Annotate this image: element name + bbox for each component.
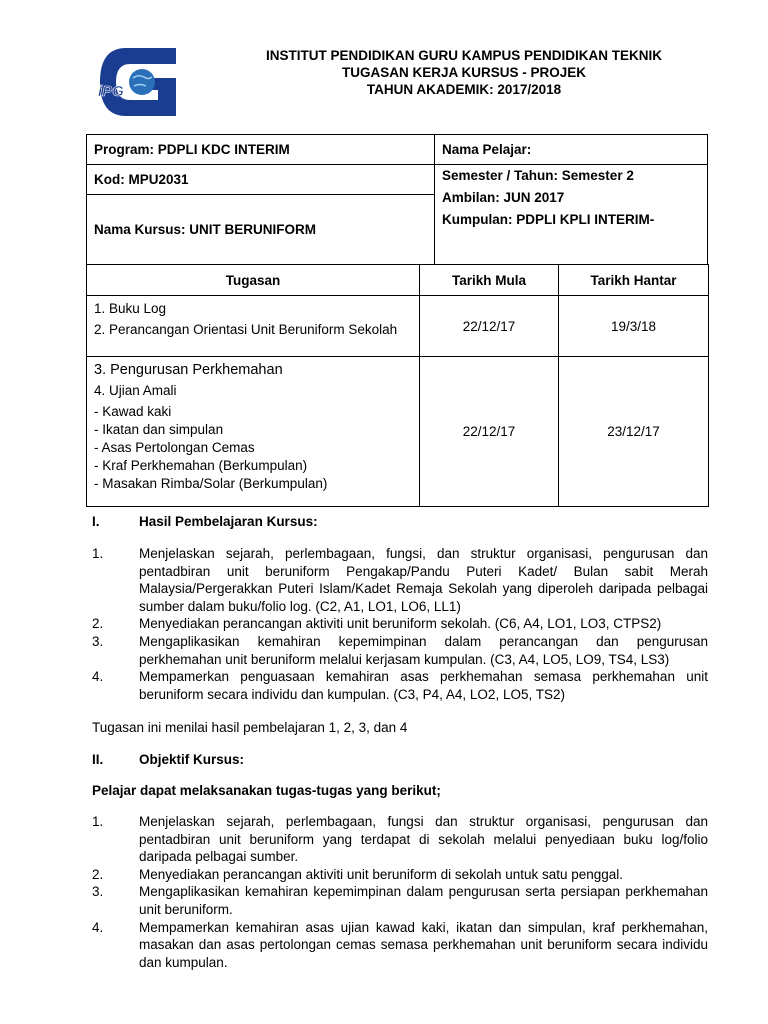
item-number: 1. (92, 546, 104, 561)
item-text: Mengaplikasikan kemahiran kepemimpinan dalam perancangan dan pengurusan perkhemahan unit beruniform melalui kerjasam kumpulan. (C3, A4, LO5, LO9, TS4, LS3) (139, 633, 708, 667)
section-title: Hasil Pembelajaran Kursus: (139, 514, 318, 529)
section-1-heading (92, 514, 318, 529)
table-row (87, 296, 709, 357)
task-subitem: - Kraf Perkhemahan (Berkumpulan) (94, 458, 308, 473)
header-institution: INSTITUT PENDIDIKAN GURU KAMPUS PENDIDIKAN TEKNIK (265, 48, 662, 63)
item-number: 4. (92, 669, 104, 685)
task-table (86, 264, 709, 507)
course-name-cell: Nama Kursus: UNIT BERUNIFORM (87, 195, 435, 265)
group-text: Kumpulan: PDPLI KPLI INTERIM- (442, 212, 655, 227)
header-tarikh-mula: Tarikh Mula (420, 265, 559, 296)
item-text: Menjelaskan sejarah, perlembagaan, fungsi, dan struktur organisasi, pengurusan dan pentadbiran unit beruniform Pengakap/Pandu Puteri Kadet/ Bulan sabit Merah Malaysia/Pergerakkan Puteri Islam/Kadet Remaja Sekolah yang diperoleh daripada pelbagai sumber dalam buku/folio log. (C2, A1, LO1, LO6, LL1) (139, 546, 708, 614)
assessment-note: Tugasan ini menilai hasil pembelajaran 1, 2, 3, dan 4 (92, 720, 408, 735)
header-assignment: TUGASAN KERJA KURSUS - PROJEK (341, 65, 587, 80)
table-row (87, 357, 709, 507)
header-academic-year: TAHUN AKADEMIK: 2017/2018 (366, 82, 562, 97)
course-objectives-list (92, 813, 708, 971)
learning-outcomes-list (92, 545, 708, 703)
task-item: 1. Buku Log (94, 301, 167, 316)
item-text: Menyediakan perancangan aktiviti unit beruniform di sekolah untuk satu penggal. (139, 866, 624, 882)
item-number: 2. (92, 866, 104, 882)
list-item (92, 813, 708, 866)
item-number: 3. (92, 884, 104, 900)
logo-text: iPG (98, 83, 124, 100)
start-date-cell: 22/12/17 (420, 296, 559, 357)
list-item (92, 883, 708, 918)
item-number: 4. (92, 919, 104, 935)
item-text: Menyediakan perancangan aktiviti unit beruniform sekolah. (C6, A4, LO1, LO3, CTPS2) (139, 616, 662, 632)
section-number: I. (92, 514, 100, 529)
header-tarikh-hantar: Tarikh Hantar (559, 265, 709, 296)
section-title: Objektif Kursus: (139, 752, 245, 767)
list-item (92, 668, 708, 703)
item-text: Mempamerkan penguasaan kemahiran asas perkhemahan semasa perkhemahan unit beruniform secara individu dan kumpulan. (C3, P4, A4, LO2, LO5, TS2) (139, 669, 708, 702)
student-name-cell: Nama Pelajar: (435, 135, 708, 165)
semester-info-cell (435, 165, 708, 265)
program-cell: Program: PDPLI KDC INTERIM (87, 135, 435, 165)
document-header (160, 47, 768, 98)
task-items-cell (87, 357, 420, 507)
due-date-cell: 19/3/18 (559, 296, 709, 357)
item-text: Mempamerkan kemahiran asas ujian kawad kaki, ikatan dan simpulan, kraf perkhemahan, masakan dan asas pertolongan cemas semasa perkhemahan unit beruniform secara individu dan kumpulan. (139, 919, 708, 970)
list-item (92, 545, 708, 615)
task-subitem: - Masakan Rimba/Solar (Berkumpulan) (94, 476, 328, 491)
list-item (92, 866, 708, 884)
course-code-cell: Kod: MPU2031 (87, 165, 435, 195)
item-text: Menjelaskan sejarah, perlembagaan, fungsi dan struktur organisasi, pengurusan dan pentadbiran unit beruniform yang terdapat di sekolah melalui penyediaan buku log/folio daripada pelbagai sumber. (139, 814, 708, 865)
task-subitem: - Ikatan dan simpulan (94, 422, 224, 437)
task-subitem: - Kawad kaki (94, 404, 172, 419)
task-item: 3. Pengurusan Perkhemahan (94, 362, 283, 378)
task-subitem: - Asas Pertolongan Cemas (94, 440, 255, 455)
list-item (92, 919, 708, 972)
semester-text: Semester / Tahun: Semester 2 (442, 168, 634, 183)
task-item: 2. Perancangan Orientasi Unit Beruniform Sekolah (94, 322, 398, 337)
item-number: 1. (92, 814, 104, 829)
list-item (92, 615, 708, 633)
section-2-heading (92, 752, 244, 767)
course-info-table (86, 134, 708, 265)
list-item (92, 633, 708, 668)
header-tugasan: Tugasan (87, 265, 420, 296)
start-date-cell: 22/12/17 (420, 357, 559, 507)
due-date-cell: 23/12/17 (559, 357, 709, 507)
task-item: 4. Ujian Amali (94, 383, 177, 398)
section-number: II. (92, 752, 104, 767)
item-number: 2. (92, 616, 104, 632)
task-items-cell (87, 296, 420, 357)
section-2-subtitle: Pelajar dapat melaksanakan tugas-tugas yang berikut; (92, 783, 441, 798)
item-number: 3. (92, 633, 104, 649)
intake-text: Ambilan: JUN 2017 (442, 190, 565, 205)
item-text: Mengaplikasikan kemahiran kepemimpinan dalam pengurusan serta persiapan perkhemahan unit beruniform. (139, 884, 708, 917)
